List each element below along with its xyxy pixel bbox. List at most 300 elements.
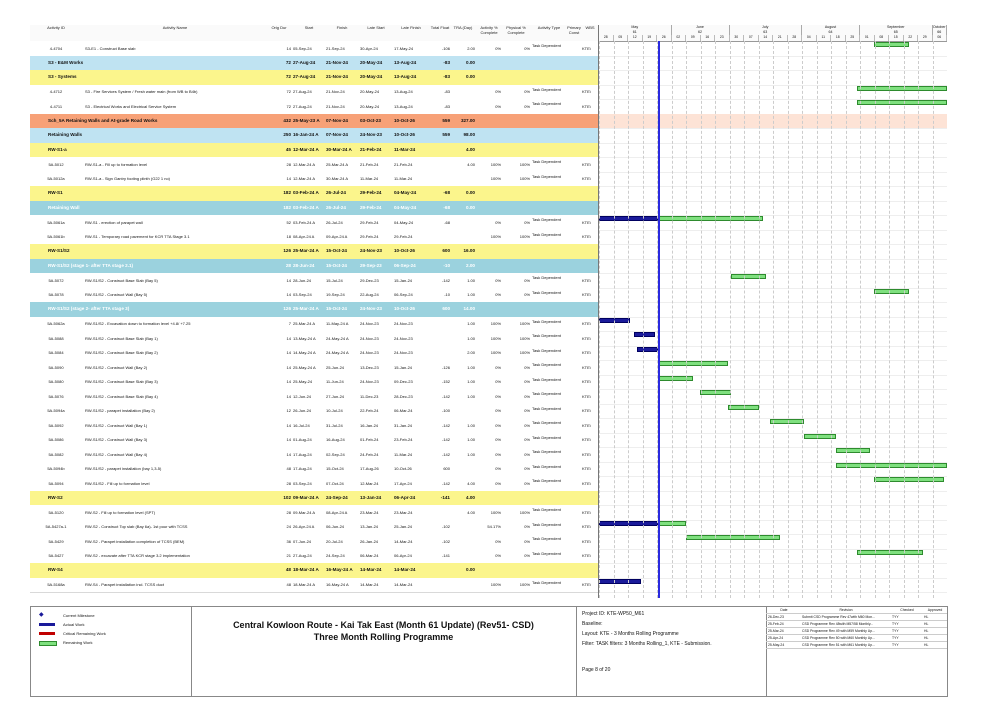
revision-cell: Submit CSD Programme Rev 47with M60 Mon... [802,615,875,619]
col-late-start-cell: 03-Oct-23 [360,117,381,123]
col-late-start-cell: 16-Jan-24 [360,422,379,428]
col-tra-cell: 1.00 [467,364,475,370]
table-row[interactable] [30,476,598,492]
timeline-week: 14 [759,35,774,41]
week-gridline [918,41,919,598]
revision-cell: CSD Programme Rev 48with M57/58 Monthly... [802,622,874,626]
col-orig-dur-cell: 48 [285,567,291,572]
col-late-start-cell: 14-Mar-24 [360,582,379,587]
col-activity-type-cell: Task Dependent [532,160,561,164]
col-finish-header: Finish [336,25,348,30]
col-physical-pct-cell: 0% [524,103,530,109]
col-activity-pct-cell: 0% [495,364,501,370]
timeline-month-number: 66 [933,30,948,35]
col-late-start-cell: 24-Nov-23 [360,321,379,326]
col-wbs-cell: KTE\ [582,176,591,181]
week-gridline [904,41,905,598]
table-row[interactable] [30,331,598,347]
col-late-finish-cell: 24-Nov-23 [394,321,413,326]
col-total-float-cell: -142 [441,480,450,486]
col-tra-cell: 0.00 [466,190,475,195]
wbs-group-row[interactable] [30,186,598,202]
col-finish-cell: 07-Nov-24 [326,117,348,123]
table-row[interactable] [30,462,598,478]
page-number: Page 8 of 20 [582,667,611,673]
col-late-finish-cell: 13-Aug-24 [394,59,417,65]
col-finish-cell: 15-Jul-24 [326,277,343,283]
table-row[interactable] [30,157,598,173]
col-late-finish-cell: 13-Aug-24 [394,89,413,94]
table-row[interactable] [30,288,598,304]
remaining-work-bar[interactable] [731,274,766,279]
col-activity-pct-cell: 0% [495,277,501,283]
wbs-group-row[interactable] [30,244,598,260]
col-physical-pct-cell: 0% [524,422,530,428]
col-activity-pct-cell: 0% [495,422,501,428]
wbs-group-row[interactable] [30,70,598,86]
wbs-group-row[interactable] [30,201,598,217]
col-tra-cell: 1.00 [467,422,475,428]
col-wbs-cell: KTE\ [582,451,591,457]
col-finish-cell: 15-Oct-24 [326,466,344,471]
col-start-cell: 28-Jun-24 [293,262,315,268]
col-late-finish-cell: 06-Mar-24 [394,408,413,413]
col-late-start-cell: 20-May-24 [360,89,380,94]
col-tra-cell: 1.00 [467,379,475,384]
col-start-cell: 09-Mar-24 A [293,494,319,500]
revision-cell: CSD Programme Rev 50 with M60 Monthly Up... [802,636,875,640]
col-wbs-cell: KTE\ [582,582,591,587]
table-row[interactable] [30,505,598,521]
col-late-finish-cell: 11-Mar-24 [394,451,413,457]
week-gridline [831,41,832,598]
timeline-week: 22 [904,35,919,41]
col-total-float-cell: -141 [440,494,450,500]
col-physical-pct-cell: 0% [524,277,530,283]
timeline-week: 25 [846,35,861,41]
table-row[interactable] [30,41,598,57]
col-late-start-cell: 01-Feb-24 [360,437,379,442]
col-orig-dur-cell: 14 [286,350,291,355]
col-late-finish-cell: 04-May-24 [394,204,417,210]
col-late-finish-cell: 24-Nov-23 [394,335,413,341]
col-start-cell: 12-Mar-24 A [293,146,319,152]
col-activity-pct-cell: 0% [495,408,501,413]
col-activity-name-cell: RW-S4 - Parapet installation incl. TCSS duct [85,582,164,587]
col-total-float-cell: -83 [444,89,450,94]
col-activity-id-header: Activity ID [47,25,65,30]
col-activity-name-cell: RW-S1-a [48,146,67,152]
col-wbs-cell: KTE\ [582,89,591,94]
col-orig-dur-cell: 72 [286,89,291,94]
col-late-start-cell: 22-Feb-24 [360,408,379,413]
col-physical-pct-cell: 0% [524,437,530,442]
col-activity-pct-cell: 100% [490,176,501,181]
data-date-line [658,41,660,598]
col-wbs-cell: KTE\ [582,408,591,413]
col-activity-name-cell: RW-S1/S2 - Fill up to formation level [85,480,150,486]
col-activity-id-cell: 5A-5094a [47,408,65,413]
col-wbs-cell: KTE\ [582,103,591,109]
col-activity-name-cell: RW-S1/S2 (stage 2- after TTA stage 3) [48,306,130,311]
col-activity-name-cell: RW-S1/S2 - Construct Base Slab (Bay 2) [85,350,158,355]
col-activity-type-cell: Task Dependent [532,508,561,512]
col-late-start-cell: 13-Jan-24 [360,494,382,500]
col-activity-pct-cell: 0% [495,480,501,486]
col-late-start-cell: 11-Dec-23 [360,393,379,399]
remaining-work-bar[interactable] [658,361,728,366]
col-late-finish-cell: 14-Mar-24 [394,567,416,572]
legend [31,607,192,696]
col-orig-dur-cell: 14 [286,437,291,442]
table-row[interactable] [30,549,598,565]
col-activity-type-cell: Task Dependent [532,522,561,527]
col-activity-pct-cell: 0% [495,437,501,442]
week-gridline [657,41,658,598]
col-activity-pct-cell: 0% [495,466,501,471]
col-tra-cell: 1.00 [467,437,475,442]
col-activity-id-cell: 5A-5427a-1 [45,524,67,529]
table-row[interactable] [30,433,598,449]
timeline-week: 21 [773,35,788,41]
week-gridline [889,41,890,598]
col-total-float-cell: -83 [443,74,450,79]
table-row[interactable] [30,230,598,246]
col-physical-pct-cell: 0% [524,553,530,558]
col-wbs-cell: KTE\ [582,437,591,442]
col-start-cell: 25-Mar-24 A [293,321,316,326]
col-physical-pct-cell: 0% [524,480,530,486]
wbs-group-row[interactable] [30,114,598,130]
col-finish-cell: 21-Sep-24 [326,45,345,51]
col-activity-type-cell: Task Dependent [532,406,561,411]
col-tra-cell: 4.00 [467,480,475,486]
col-start-cell: 03-Feb-24 A [293,219,316,225]
revision-row [766,642,947,649]
actual-work-bar[interactable] [634,332,655,337]
col-total-float-cell: -142 [441,422,450,428]
col-late-start-cell: 29-Feb-24 [360,219,379,225]
col-start-cell: 16-Jan-24 A [293,132,319,137]
col-orig-dur-cell: 432 [283,117,291,123]
week-gridline [643,41,644,598]
col-orig-dur-cell: 126 [283,306,291,311]
col-start-cell: 09-Mar-24 A [293,509,316,515]
legend-remaining-work-swatch [39,641,57,646]
col-activity-name-cell: RW-S1-a - Sign Gantry footing plinth (G22 1 no) [85,176,171,181]
col-activity-id-cell: 5A-5061a [47,219,65,225]
col-activity-name-cell: RW-S1/S2 - Construct Wall (Bay 2) [85,364,148,370]
col-activity-type-cell: Task Dependent [532,377,561,382]
remaining-work-bar[interactable] [658,216,762,221]
col-physical-pct-cell: 0% [524,364,530,370]
col-orig-dur-cell: 72 [286,103,291,109]
col-physical-pct-cell: 100% [519,234,530,239]
revision-cell: HL [924,643,929,647]
col-total-float-cell: -68 [444,219,450,225]
col-activity-id-cell: 5A-5088 [48,335,64,341]
revision-cell: 25-Apr-24 [768,636,784,640]
table-row[interactable] [30,172,598,188]
col-start-cell: 25-Mar-24 A [293,306,319,311]
col-activity-name-cell: RW-S1-a - Fill up to formation level [85,161,148,167]
table-row[interactable] [30,534,598,550]
col-activity-pct-cell: 100% [490,350,501,355]
col-activity-pct-cell: 0% [495,103,501,109]
col-activity-name-cell: S3 - Fire Services System / Fresh water main (from WB to B4b) [85,89,198,94]
col-start-cell: 27-Aug-24 [293,59,316,65]
col-orig-dur-cell: 28 [286,509,291,515]
col-late-finish-cell: 13-Aug-24 [394,74,417,79]
col-late-finish-cell: 09-Dec-23 [394,379,413,384]
revision-cell: TYY [892,643,899,647]
revision-header-cell: Date [780,608,788,612]
col-total-float-cell: 559 [442,132,450,137]
col-activity-type-cell: Task Dependent [532,580,561,585]
table-row[interactable] [30,360,598,376]
week-gridline [846,41,847,598]
project-id: Project ID: KTE-WP50_M61 [582,611,645,617]
revision-row [766,614,947,621]
col-activity-name-cell: RW-S2 - Parapet installation completion of TCSS (BEM) [85,538,185,544]
table-row[interactable] [30,520,598,536]
col-total-float-cell: -152 [441,379,450,384]
col-start-cell: 03-Feb-24 A [293,204,319,210]
filter: Filter: TASK filters: 3 Months Rolling_1, KTE - Submission. [582,641,712,647]
col-activity-type-cell: Task Dependent [532,421,561,425]
revision-row [766,621,947,628]
remaining-work-bar[interactable] [836,463,947,468]
revision-header-cell: Revision [839,608,853,612]
col-physical-pct-cell: 0% [524,451,530,457]
col-activity-id-cell: 5A-5168a [47,582,65,587]
col-total-float-cell: -142 [441,437,450,442]
wbs-group-row[interactable] [30,128,598,144]
col-finish-cell: 30-Mar-24 A [326,146,352,152]
col-activity-id-cell: 5A-5012 [48,161,64,167]
col-late-start-cell: 24-Feb-24 [360,451,379,457]
col-start-cell: 26-Jun-24 [293,408,312,413]
revision-cell: HL [924,622,929,626]
timeline-month-number: 64 [802,30,860,35]
table-row[interactable] [30,215,598,231]
col-finish-cell: 15-Oct-24 [326,248,347,253]
col-start-cell: 16-Jul-24 [293,422,310,428]
table-row[interactable] [30,346,598,362]
title-box [191,607,577,696]
col-activity-name-cell: S3 - Electrical Works and Electrical Service System [85,103,177,109]
col-late-finish-cell: 06-Apr-24 [394,494,416,500]
table-row[interactable] [30,273,598,289]
col-wbs-cell: KTE\ [582,45,591,51]
col-activity-pct-cell: 100% [490,321,501,326]
col-orig-dur-header: Orig Dur [271,25,287,30]
col-activity-type-cell: Task Dependent [532,102,561,106]
wbs-group-row[interactable] [30,302,598,318]
col-start-cell: 12-Mar-24 A [293,176,316,181]
col-tra-cell: 98.00 [463,132,475,137]
col-late-finish-cell: 17-May-24 [394,45,414,51]
revision-cell: TYY [892,622,899,626]
table-row[interactable] [30,375,598,391]
actual-work-bar[interactable] [599,579,641,584]
col-orig-dur-cell: 14 [286,393,291,399]
wbs-group-row[interactable] [30,563,598,579]
col-activity-name-cell: RW-S1/S2 - Construct Base Slab (Bay 5) [85,277,158,283]
timeline-week: 09 [686,35,701,41]
schedule-sheet [30,25,946,680]
col-start-cell: 27-Aug-24 [293,103,312,109]
wbs-group-row[interactable] [30,491,598,507]
revision-cell: 25-May-24 [768,643,785,647]
col-late-finish-cell: 29-Feb-24 [394,234,413,239]
col-activity-type-cell: Task Dependent [532,232,561,237]
col-late-finish-cell: 10-Oct-26 [394,248,415,253]
table-row[interactable] [30,389,598,405]
col-orig-dur-cell: 72 [285,59,291,65]
col-activity-id-cell: 5A-5086 [48,437,64,442]
col-total-float-cell: -102 [441,538,450,544]
timeline-week: 30 [730,35,745,41]
col-late-start-cell: 29-Feb-24 [360,234,379,239]
table-row[interactable] [30,317,598,333]
col-finish-cell: 21-Nov-24 [326,103,345,109]
week-gridline [744,41,745,598]
col-activity-name-cell: RW-S1/S2 - Construct Base Slab (Bay 1) [85,335,158,341]
table-row[interactable] [30,404,598,420]
col-start-cell: 18-Mar-24 A [293,567,319,572]
timeline-month: May [599,25,672,30]
table-row[interactable] [30,447,598,463]
col-late-finish-cell: 04-May-24 [394,219,414,225]
col-activity-name-header: Activity Name [162,25,188,30]
col-activity-name-cell: RW-S1/S2 - Construct Base Slab (Bay 3) [85,379,158,384]
col-activity-name-cell: Retaining Walls [48,132,83,137]
col-late-finish-cell: 11-Mar-24 [394,146,416,152]
col-late-finish-cell: 06-Apr-24 [394,553,412,558]
col-late-start-cell: 29-Feb-24 [360,204,382,210]
col-activity-pct-cell: 0% [495,553,501,558]
table-row[interactable] [30,578,598,594]
col-finish-cell: 08-Apr-24 A [326,509,348,515]
col-activity-name-cell: RW-S1/S2 - Construct Wall (Bay 3) [85,437,148,442]
wbs-group-row[interactable] [30,56,598,72]
col-late-start-cell: 24-Nov-23 [360,335,379,341]
col-total-float-cell: -68 [443,190,450,195]
col-finish-cell: 07-Oct-24 [326,480,344,486]
col-start-cell: 26-Apr-24 A [293,524,315,529]
revision-cell: CSD Programme Rev 51 with M61 Monthly Up... [802,643,875,647]
remaining-work-bar[interactable] [658,376,693,381]
table-row[interactable] [30,418,598,434]
revision-cell: 25-Feb-24 [768,622,784,626]
col-late-start-cell: 29-Feb-24 [360,190,382,195]
col-physical-pct-cell: 100% [519,582,530,587]
col-start-cell: 18-Mar-24 A [293,582,316,587]
col-activity-pct-cell: 0% [495,45,501,51]
col-wbs-cell: KTE\ [582,161,591,167]
col-start-cell: 01-Aug-24 [293,437,312,442]
col-tra-cell: 1.00 [467,393,475,399]
col-activity-name-cell: RW-S1/S2 (stage 1- after TTA stage 2.1) [48,262,134,268]
col-late-start-cell: 21-Feb-24 [360,161,379,167]
col-tra-cell: 2.00 [467,45,475,51]
wbs-group-row[interactable] [30,143,598,159]
col-total-float-cell: 559 [442,117,450,123]
col-total-float-cell: 600 [443,466,450,471]
col-orig-dur-cell: 48 [286,582,291,587]
col-late-start-cell: 23-Mar-24 [360,509,379,515]
col-late-start-cell: 24-Nov-23 [360,379,379,384]
col-wbs-cell: KTE\ [582,393,591,399]
col-finish-cell: 09-Apr-24 A [326,234,348,239]
col-activity-name-cell: Sch_5A Retaining Walls and At-grade Road Works [48,117,158,123]
col-finish-cell: 20-Jul-24 [326,538,343,544]
remaining-work-bar[interactable] [836,448,871,453]
table-row[interactable] [30,99,598,115]
revision-cell: TYY [892,636,899,640]
col-late-finish-cell: 24-Nov-23 [394,350,413,355]
col-orig-dur-cell: 14 [286,335,291,341]
col-activity-id-cell: 4-4711 [49,103,63,109]
col-activity-pct-cell: 0% [495,451,501,457]
wbs-group-row[interactable] [30,259,598,275]
week-gridline [730,41,731,598]
timeline-week: 23 [715,35,730,41]
col-late-finish-cell: 04-May-24 [394,190,417,195]
col-start-cell: 17-Aug-24 [293,466,312,471]
col-activity-id-cell: 5A-5094b [47,466,65,471]
col-activity-name-cell: RW-S2 - Construct Top slab (Bay 6a)- 1st pour with TCSS [85,524,188,529]
col-physical-pct-cell: 0% [524,524,530,529]
col-wbs-cell: KTE\ [582,509,591,515]
col-total-float-cell: -100 [441,408,450,413]
revision-cell: TYY [892,629,899,633]
col-activity-pct-cell: 100% [490,582,501,587]
legend-milestone-swatch: ◆ [39,612,44,618]
week-gridline [933,41,934,598]
actual-work-bar[interactable] [637,347,658,352]
actual-work-bar[interactable] [599,318,630,323]
col-wbs-cell: KTE\ [582,553,591,558]
revision-row [766,635,947,642]
week-gridline [788,41,789,598]
col-tra-cell: 4.00 [467,509,475,515]
timeline-month-number: 62 [672,30,730,35]
timeline-week: 06 [933,35,948,41]
col-wbs-cell: KTE\ [582,538,591,544]
col-activity-id-cell: 4-4704 [49,45,63,51]
col-activity-type-cell: Task Dependent [532,174,561,179]
timeline-month: September [860,25,933,30]
col-start-cell: 07-Jun-24 [293,538,312,544]
col-activity-type-cell: Task Dependent [532,551,561,556]
col-physical-pct-cell: 100% [519,509,530,515]
col-wbs-cell: KTE\ [582,350,591,355]
week-gridline [875,41,876,598]
col-tra-cell: 0.00 [466,74,475,79]
timeline-week: 07 [744,35,759,41]
col-orig-dur-cell: 48 [286,466,291,471]
col-activity-id-cell: 5A-5072 [48,277,64,283]
col-activity-name-cell: RW-S1/S2 - Construct Wall (Bay 4) [85,451,148,457]
col-tra-cell: 14.00 [463,306,475,311]
table-row[interactable] [30,85,598,101]
col-finish-cell: 06-Jun-24 [326,524,345,529]
col-start-cell: 05-Sep-24 [293,45,312,51]
col-total-float-cell: -141 [441,553,450,558]
week-gridline [773,41,774,598]
